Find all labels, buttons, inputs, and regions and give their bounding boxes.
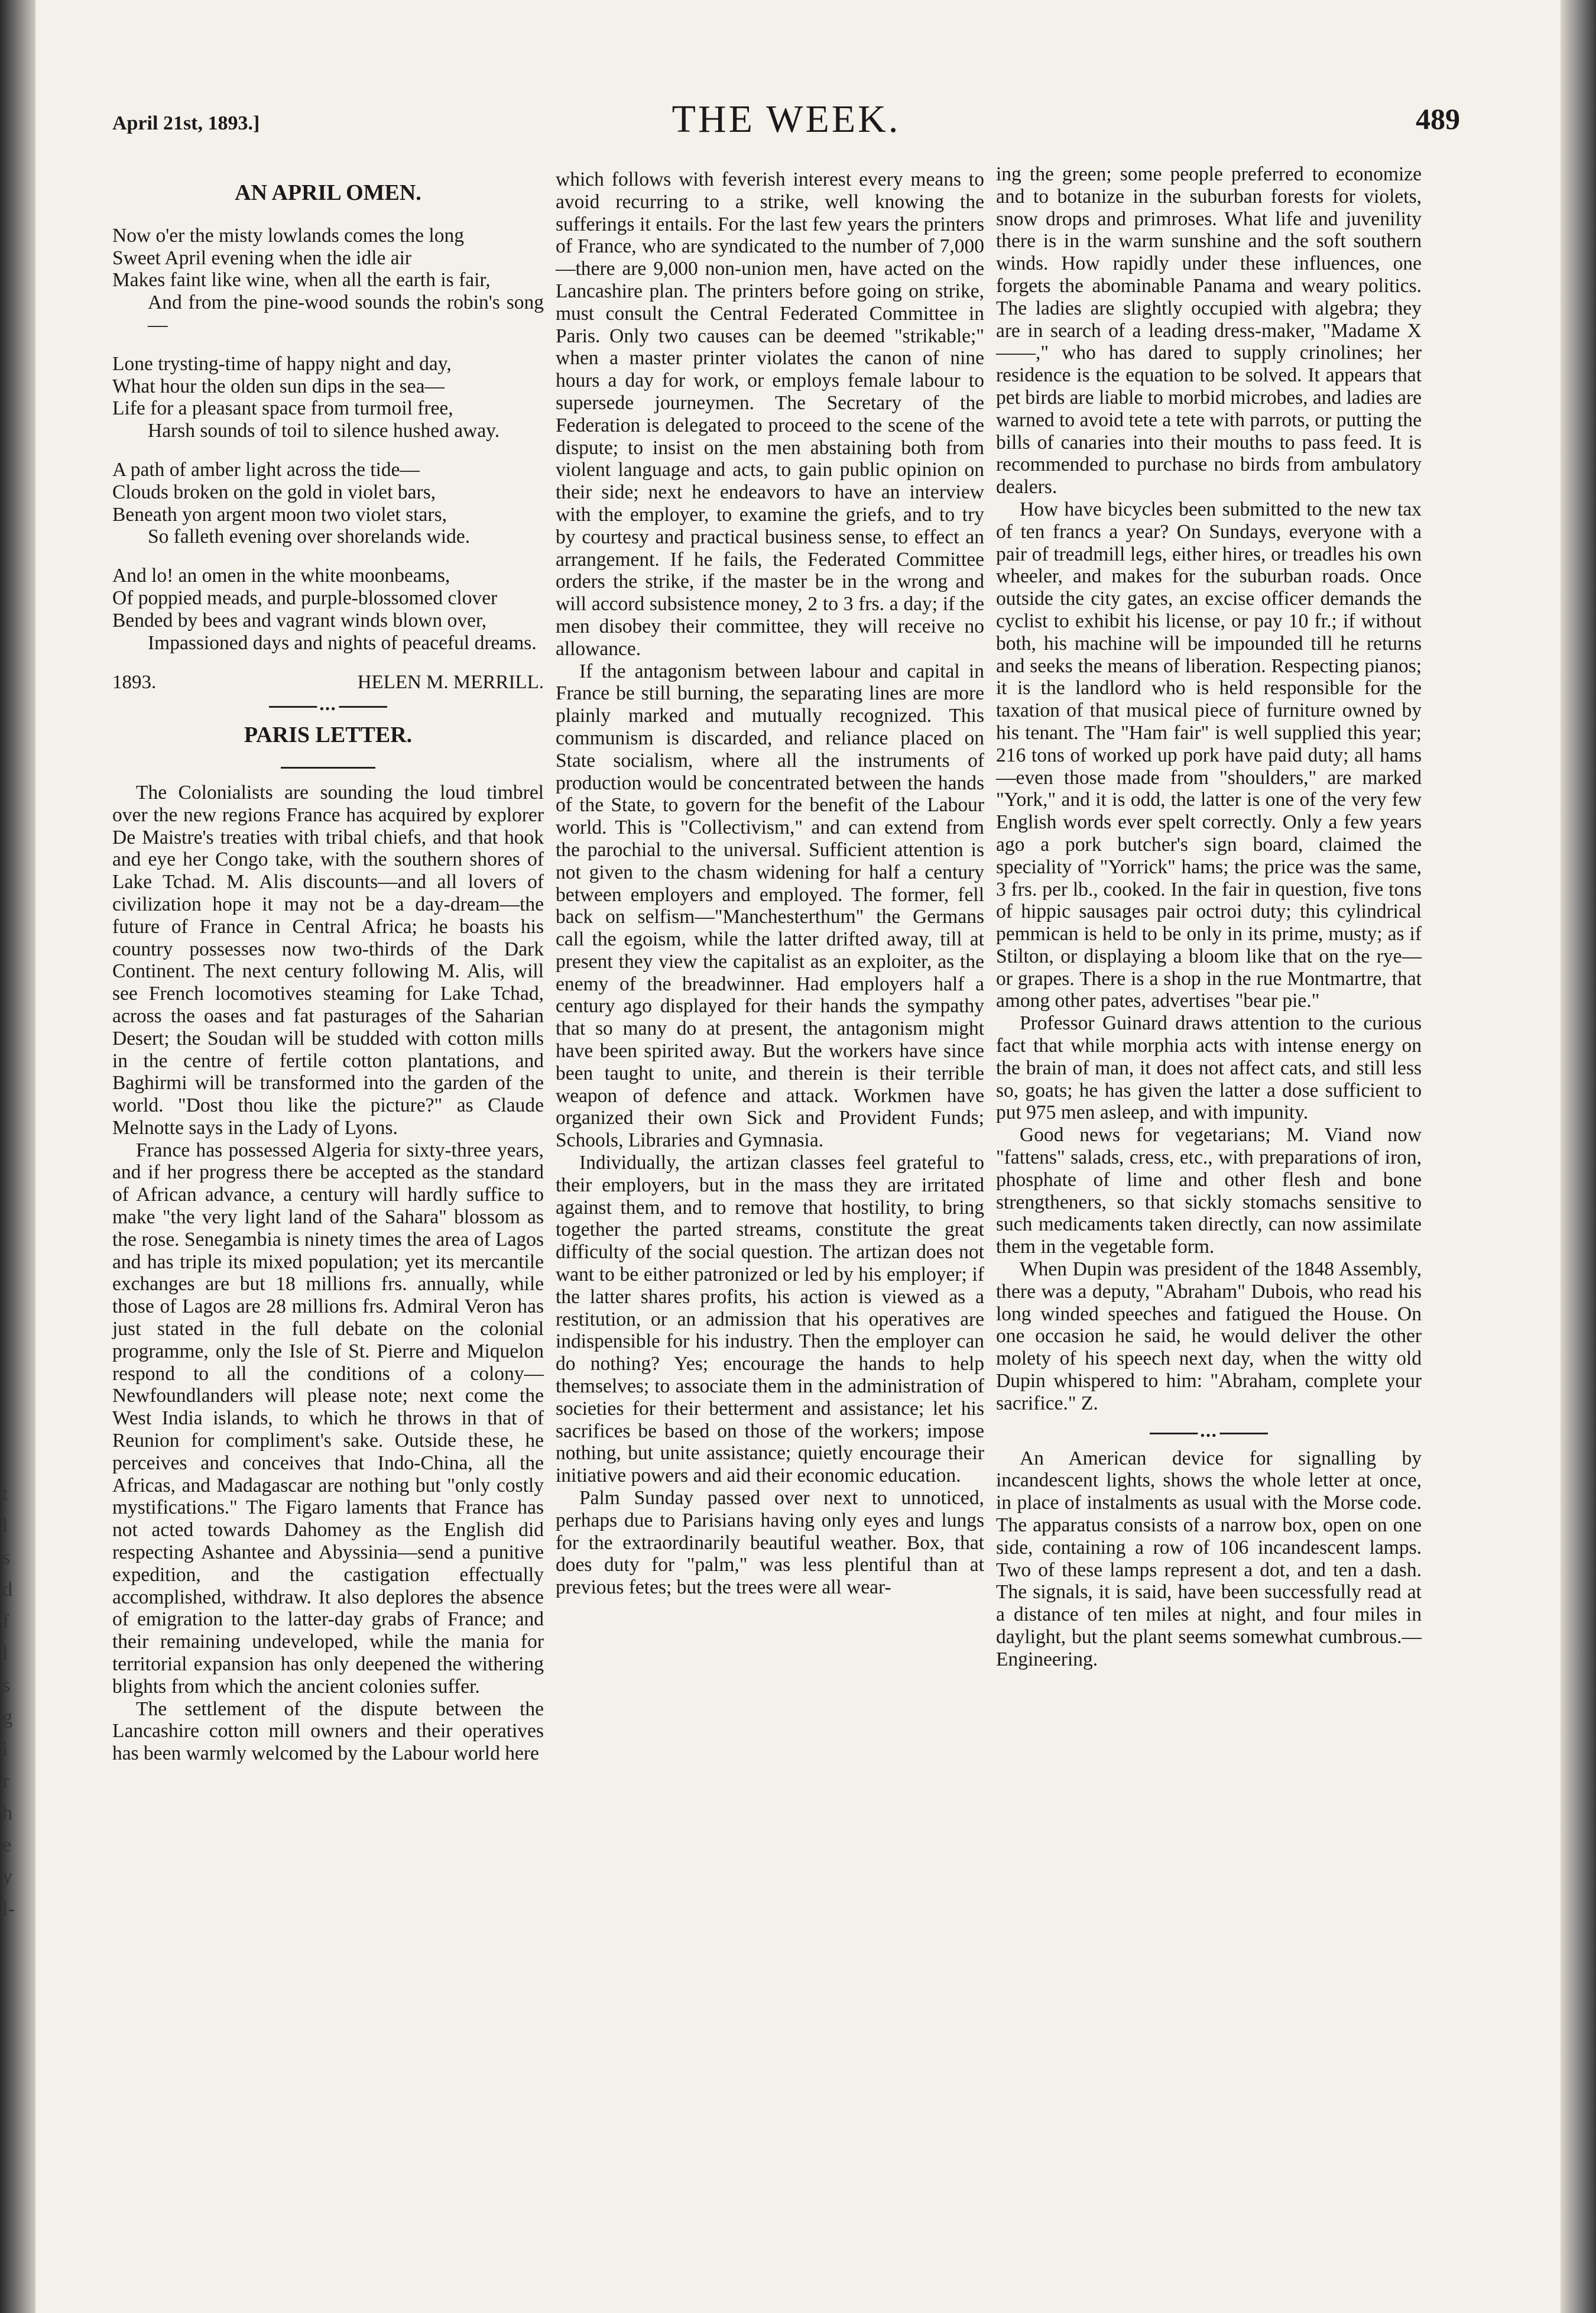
poem-line: Makes faint like wine, when all the earth is fair, [112,269,491,291]
poem-line: Impassioned days and nights of peaceful dreams. [148,631,537,654]
margin-fragment: d [2,1579,12,1601]
poem-line: Of poppied meads, and purple-blossomed clover [112,587,498,609]
margin-fragment: h [2,1802,12,1824]
letter-column-1 [112,782,544,1765]
column-3 [996,163,1422,1671]
title-underline [281,767,375,769]
page-number: 489 [1416,102,1460,135]
binding-gutter [0,0,35,2313]
column-1 [112,166,544,1765]
paragraph: The Colonialists are sounding the loud timbrel over the new regions France has acquired by explorer De Maistre's treaties with tribal chiefs, and that hook and eye her Congo take, with the southern shores of Lake Tchad. M. Alis discounts—and all lovers of civilization hope it may not be a day-dream—the future of France in Central Africa; he boasts his country possesses now two-thirds of the Dark Continent. The next century following M. Alis, will see French locomotives steaming for Lake Tchad, across the oases and fat pasturages of the Saharian Desert; the Soudan will be studded with cotton mills in the centre of fertile cotton plantations, and Baghirmi will be transformed into the garden of the world. "Dost thou like the picture?" as Claude Melnotte says in the Lady of Lyons. [112,781,544,1139]
poem-stanza [112,353,544,442]
column-2 [556,169,984,1599]
poem-year: 1893. [112,672,157,694]
margin-fragment: s [2,1547,11,1569]
paragraph: How have bicycles been submitted to the new tax of ten francs a year? On Sundays, everyone with a pair of treadmill legs, either hires, or treadles his own wheeler, and makes for the suburban roads. Once outside the city gates, an excise officer demands the cyclist to exhibit his license, or pay 10 fr.; if without both, his machine will be impounded till he returns and seeks the means of liberation. Respecting pianos; it is the landlord who is held responsible for the taxation of that musical piece of furniture owned by his tenant. The "Ham fair" is well supplied this year; 216 tons of worked up pork have paid duty; all hams—even those made from "shoulders," are marked "York," and it is odd, the latter is one of the very few English words ever spelt correctly. Only a few years ago a pork butcher's sign board, claimed the speciality of "Yorrick" hams; the price was the same, 3 frs. per lb., cooked. In the fair in question, five tons of hippic sausages pair octroi duty; this cylindrical pemmican is held to be only in its prime, musty; as if Stilton, or displaying a bloom like that on the rye—or grapes. There is a shop in the rue Montmartre, that among other pates, advertises "bear pie." [996,498,1422,1012]
margin-fragment: i [2,1738,8,1760]
masthead [89,89,1484,160]
poem-stanza [112,459,544,548]
margin-fragment: y [2,1866,12,1888]
paragraph: ing the green; some people preferred to economize and to botanize in the suburban forests for violets, snow drops and primroses. What life and juvenility there is in the warm sunshine and the soft southern winds. How rapidly under these influences, one forgets the abominable Panama and weary politics. The ladies are slightly occupied with algebra; they are in search of a leading dress-maker, "Madame X——," who has dared to supply crinolines; her residence is the equation to be solved. It appears that pet birds are liable to morbid microbes, and ladies are warned to avoid tete a tete with parrots, or putting the bills of canaries into their mouths to pass feed. It is recommended to purchase no birds from ambulatory dealers. [996,163,1422,498]
paragraph: When Dupin was president of the 1848 Assembly, there was a deputy, "Abraham" Dubois, who read his long winded speeches and fatigued the House. On one occasion he said, he would deliver the other molety of his speech next day, when the witty old Dupin whispered to him: "Abraham, complete your sacrifice." Z. [996,1258,1422,1414]
poem-stanza [112,565,544,654]
section-divider [269,706,387,708]
issue-date: April 21st, 1893.] [112,112,260,134]
poem-line: So falleth evening over shorelands wide. [148,526,471,548]
newspaper-page [89,89,1484,2276]
paragraph: Professor Guinard draws attention to the curious fact that while morphia acts with intense energy on the brain of man, it does not affect cats, and still less so, goats; he has given the latter a dose sufficient to put 975 men asleep, and with impunity. [996,1012,1422,1124]
poem-signature [112,672,544,694]
paragraph: The settlement of the dispute between the Lancashire cotton mill owners and their operatives has been warmly welcomed by the Labour world here [112,1698,544,1765]
poem-line: Bended by bees and vagrant winds blown over, [112,609,487,631]
margin-fragment: t [2,1483,8,1505]
paragraph: Palm Sunday passed over next to unnoticed, perhaps due to Parisians having only eyes and lungs for the extraordinarily beautiful weather. Box, that does duty for "palm," was less plentiful than at previous fetes; but the trees were all wear- [556,1487,984,1599]
margin-fragments [2,1478,20,1925]
poem-line: Clouds broken on the gold in violet bars, [112,481,436,503]
poem-line: A path of amber light across the tide— [112,458,420,481]
margin-fragment: l [2,1643,8,1664]
margin-fragment: f [2,1611,9,1632]
poem-line: Now o'er the misty lowlands comes the long [112,224,464,247]
paragraph: France has possessed Algeria for sixty-three years, and if her progress there be accepted as the standard of African advance, a century will hardly suffice to make "the very light land of the Sahara" blossom as the rose. Senegambia is ninety times the area of Lagos and has triple its mixed population; yet its mercantile exchanges are but 18 millions frs. annually, while those of Lagos are 28 millions frs. Admiral Veron has just stated in the full debate on the colonial programme, only the Isle of St. Pierre and Miquelon respond to all the conditions of a colony—Newfoundlanders will please note; next come the West India islands, to which he throws in that of Reunion for compliment's sake. Outside these, he perceives and conceives that Indo-China, all the Africas, and Madagascar are nothing but "only costly mystifications." The Figaro laments that France has not acted towards Dahomey as the English did respecting Ashantee and Abyssinia—send a punitive expedition, and the castigation effectually accomplished, withdraw. It also deplores the absence of emigration to the latter-day grabs of France; and their remaining undeveloped, while the mania for territorial expansion has only deepened the withering blights from which the ancient colonies suffer. [112,1139,544,1698]
letter-column-3 [996,163,1422,1415]
poem-stanza [112,225,544,336]
page-edge [1561,0,1596,2313]
paragraph: Good news for vegetarians; M. Viand now "fattens" salads, cress, etc., with preparations of iron, phosphate of lime and other flesh and bone strengtheners, so that sickly stomachs sensitive to such medicaments taken directly, can now assimilate them in the vegetable form. [996,1124,1422,1258]
letter-title: PARIS LETTER. [244,723,413,748]
poem-title: AN APRIL OMEN. [235,180,421,205]
publication-title: THE WEEK. [672,98,901,141]
poem-line: Sweet April evening when the idle air [112,247,412,269]
poem-line: Beneath yon argent moon two violet stars, [112,503,447,526]
margin-fragment: g [2,1706,12,1728]
margin-fragment: e [2,1834,12,1856]
margin-fragment: r [2,1770,9,1792]
paragraph: Individually, the artizan classes feel grateful to their employers, but in the mass they are irritated against them, and to remove that hostility, to bring together the parted streams, constitute the great difficulty of the social question. The artizan does not want to be either patronized or led by his employer; if the latter shares profits, his action is viewed as a restitution, or an admission that his operatives are indispensible for his industry. Then the employer can do nothing? Yes; encourage the hands to help themselves; to associate them in the administration of societies for their betterment and assistance; let his sacrifices be based on those of the workers; impose nothing, but unite assistance; quietly encourage their initiative powers and aid their economic education. [556,1152,984,1487]
paragraph: If the antagonism between labour and capital in France be still burning, the separating lines are more plainly marked and mutually recognized. This communism is discarded, and reliance placed on State socialism, where all the instruments of production would be concentrated between the hands of the State, to govern for the benefit of the Labour world. This is "Collectivism," and can extend from the parochial to the universal. Sufficient attention is not given to the chasm widening for half a century between employers and employed. The former, fell back on selfism—"Manchesterthum" the Germans call the egoism, while the latter drifted away, till at present they view the capitalist as an exploiter, as the enemy of the breadwinner. Had employers half a century ago displayed for their hands the sympathy that so many do at present, the antagonism might have been spirited away. But the workers have since been taught to unite, and therein is their terrible weapon of defence and attack. Workmen have organized their own Sick and Provident Funds; Schools, Libraries and Gymnasia. [556,660,984,1152]
poem-author: HELEN M. MERRILL. [357,672,544,694]
paragraph: which follows with feverish interest every means to avoid recurring to a strike, well knowing the sufferings it entails. For the last few years the printers of France, who are syndicated to the number of 7,000—there are 9,000 non-union men, have acted on the Lancashire plan. The printers before going on strike, must consult the Central Federated Committee in Paris. Only two causes can be deemed "strikable;" when a master printer violates the canon of nine hours a day for work, or employs female labour to supersede journeymen. The Secretary of the Federation is delegated to proceed to the scene of the dispute; to insist on the men abstaining both from violent language and acts, to gain public opinion on their side; next he endeavors to have an interview with the employer, to examine the griefs, and to try by courtesy and practical business sense, to effect an arrangement. If he fails, the Federated Committee orders the strike, if the master be in the wrong and will accord subsistence money, 2 to 3 frs. a day; if the men disobey their committee, they will receive no allowance. [556,169,984,660]
poem [112,225,544,655]
margin-fragment: l- [2,1898,15,1920]
poem-line: What hour the olden sun dips in the sea— [112,375,445,397]
margin-fragment: s [2,1674,11,1696]
poem-line: Lone trysting-time of happy night and day, [112,352,452,375]
poem-line: Harsh sounds of toil to silence hushed away. [148,420,500,442]
poem-line: And from the pine-wood sounds the robin's song— [148,291,544,336]
poem-line: And lo! an omen in the white moonbeams, [112,565,450,587]
engineering-note: An American device for signalling by incandescent lights, shows the whole letter at once, in place of instalments as usual with the Morse code. The apparatus consists of a narrow box, open on one side, containing a row of 106 incandescent lamps. Two of these lamps represent a dot, and ten a dash. The signals, it is said, have been successfully read at a distance of ten miles at night, and four miles in daylight, but the plant seems somewhat cumbrous.—Engineering. [996,1447,1422,1670]
note-divider [1150,1433,1268,1434]
poem-line: Life for a pleasant space from turmoil free, [112,397,453,420]
margin-fragment: l [2,1515,8,1537]
